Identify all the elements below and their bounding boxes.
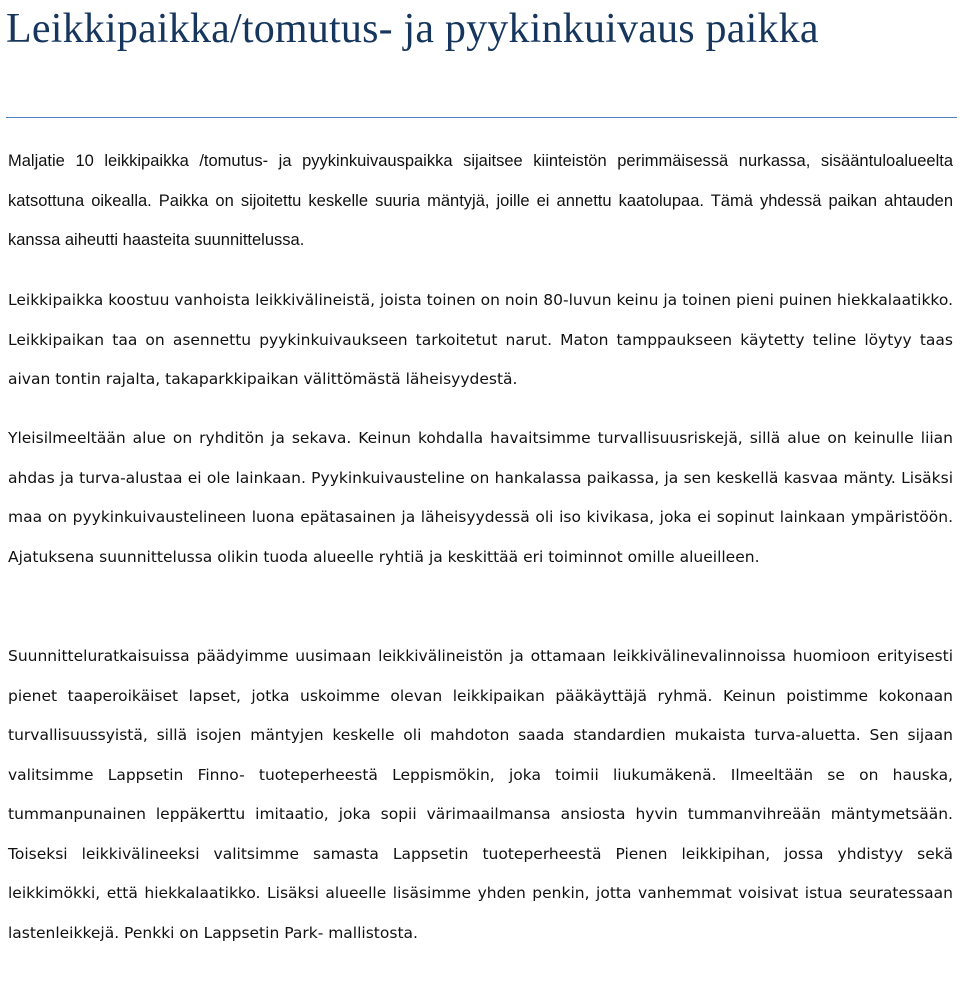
page-title: Leikkipaikka/tomutus- ja pyykinkuivaus paikka bbox=[6, 6, 819, 52]
paragraph-equipment: Leikkipaikka koostuu vanhoista leikkivälineistä, joista toinen on noin 80-luvun keinu ja toinen pieni puinen hiekkalaatikko. Leikkipaikan taa on asennettu pyykinkuivaukseen tarkoitetut narut. Maton tamppaukseen käytetty teline löytyy taas aivan tontin rajalta, takaparkkipaikan välittömästä läheisyydestä. bbox=[8, 291, 953, 388]
paragraph-design-solutions: Suunnitteluratkaisuissa päädyimme uusimaan leikkivälineistön ja ottamaan leikkivälinevalinnoissa huomioon erityisesti pienet taaperoikäiset lapset, jotka uskoimme olevan leikkipaikan pääkäyttäjä ryhmä. Keinun poistimme kokonaan turvallisuussyistä, sillä isojen mäntyjen keskelle oli mahdoton saada standardien mukaista turva-aluetta. Sen sijaan valitsimme Lappsetin Finno- tuoteperheestä Leppismökin, joka toimii liukumäkenä. Ilmeeltään se on hauska, tummanpunainen leppäkerttu imitaatio, joka sopii värimaailmansa ansiosta hyvin tummanvihreään mäntymetsään. Toiseksi leikkivälineeksi valitsimme samasta Lappsetin tuoteperheestä Pienen leikkipihan, jossa yhdistyy sekä leikkimökki, että hiekkalaatikko. Lisäksi alueelle lisäsimme yhden penkin, jotta vanhemmat voisivat istua seuratessaan lastenleikkejä. Penkki on Lappsetin Park- mallistosta. bbox=[8, 647, 953, 942]
title-divider bbox=[6, 117, 957, 118]
paragraph-location: Maljatie 10 leikkipaikka /tomutus- ja pyykinkuivauspaikka sijaitsee kiinteistön perimmäisessä nurkassa, sisääntuloalueelta katsottuna oikealla. Paikka on sijoitettu keskelle suuria mäntyjä, joille ei annettu kaatolupaa. Tämä yhdessä paikan ahtauden kanssa aiheutti haasteita suunnittelussa. bbox=[8, 152, 953, 249]
paragraph-assessment: Yleisilmeeltään alue on ryhditön ja sekava. Keinun kohdalla havaitsimme turvallisuusriskejä, sillä alue on keinulle liian ahdas ja turva-alustaa ei ole lainkaan. Pyykinkuivausteline on hankalassa paikassa, ja sen keskellä kasvaa mänty. Lisäksi maa on pyykinkuivaustelineen luona epätasainen ja läheisyydessä oli iso kivikasa, joka ei sopinut lainkaan ympäristöön. Ajatuksena suunnittelussa olikin tuoda alueelle ryhtiä ja keskittää eri toiminnot omille alueilleen. bbox=[8, 429, 953, 566]
